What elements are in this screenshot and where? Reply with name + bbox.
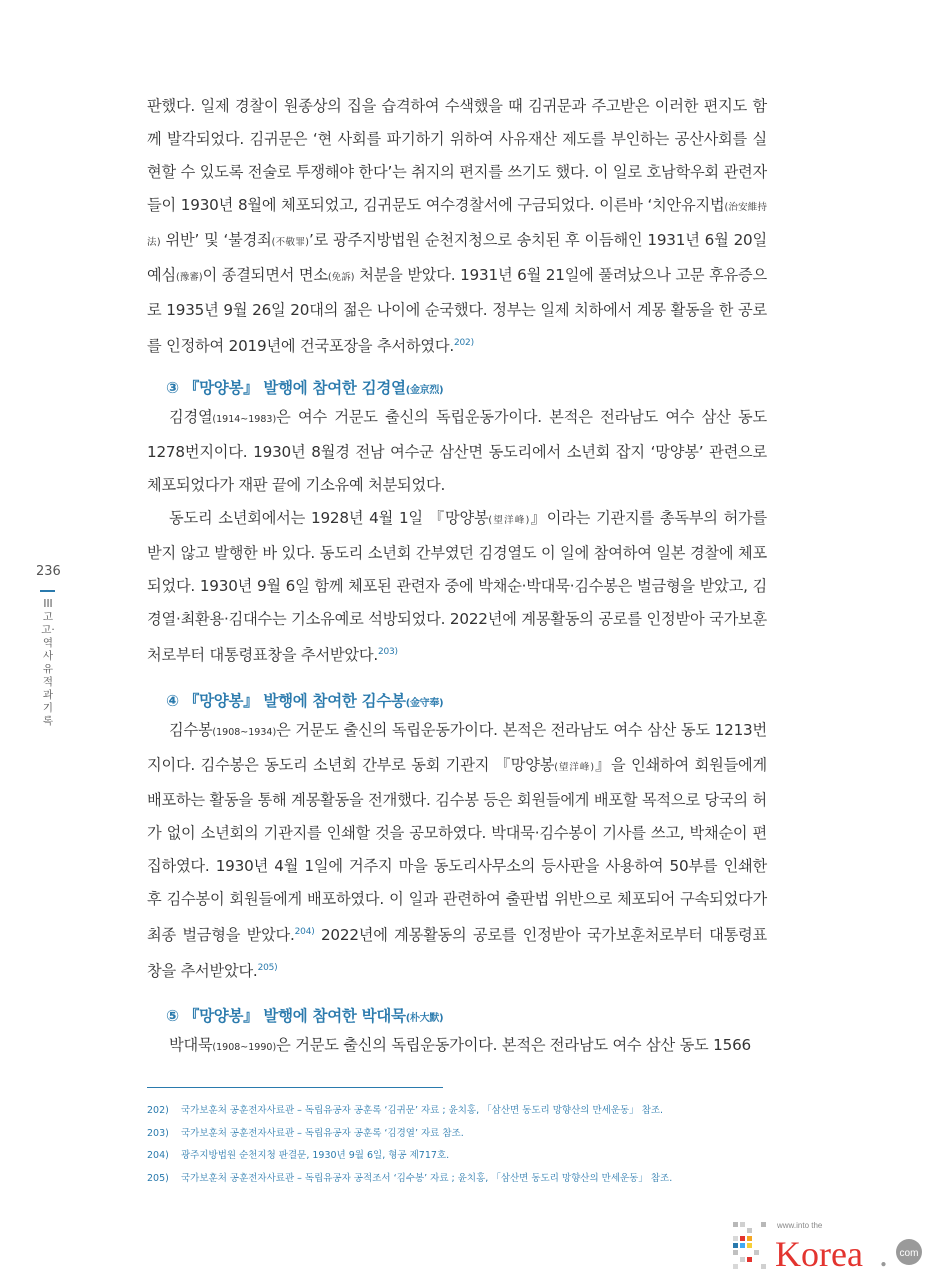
sidebar-divider [40, 590, 55, 592]
logo-com-text: com [899, 1248, 919, 1259]
section-4-body [147, 714, 767, 988]
intro-section [147, 90, 767, 363]
footnote-205: 205) 국가보훈처 공훈전자사료관 – 독립유공자 공적조서 ‘김수봉’ 자료 ; 윤치홍, 「삼산면 동도리 망향산의 만세운동」 참조. [147, 1172, 673, 1184]
logo-korea-text: Korea [775, 1234, 863, 1272]
pixel-mark-icon [733, 1222, 766, 1269]
section-4-paragraph-1: 김수봉(1908~1934)은 거문도 출신의 독립운동가이다. 본적은 전라남도 여수 삼산 동도 1213번지이다. 김수봉은 동도리 소년회 간부로 동회 기관지 『망양봉(望洋峰)』을 인쇄하여 회원들에게 배포하는 활동을 통해 계몽활동을 전개했다. 김수봉 등은 회원들에게 배포할 목적으로 당국의 허가 없이 소년회의 기관지를 인쇄할 것을 공모하였다. 박대묵·김수봉이 기사를 쓰고, 박채순이 편집하였다. 1930년 4월 1일에 거주지 마을 동도리사무소의 등사판을 사용하여 50부를 인쇄한 후 김수봉이 회원들에게 배포하였다. 이 일과 관련하여 출판법 위반으로 체포되어 구속되었다가 최종 벌금형을 받았다.$^{204)}$ 2022년에 계몽활동의 공로를 인정받아 국가보훈처로부터 대통령표창을 추서받았다.$^{205)}$ [147, 721, 767, 980]
footnote-ref-202[interactable]: 202) [454, 338, 474, 348]
footnote-203: 203) 국가보훈처 공훈전자사료관 – 독립유공자 공훈록 ‘김경열’ 자료 참조. [147, 1127, 464, 1139]
section-heading-park-daemuk: ⑤ 『망양봉』 발행에 참여한 박대묵(朴大默) [166, 1007, 444, 1025]
footnote-ref-203[interactable]: 203) [377, 647, 398, 657]
intro-paragraph: 판했다. 일제 경찰이 원종상의 집을 습격하여 수색했을 때 김귀문과 주고받은 이러한 편지도 함께 발각되었다. 김귀문은 ‘현 사회를 파기하기 위하여 사유재산 제도를 부인하는 공산사회를 실현할 수 있도록 전술로 투쟁해야 한다’는 취지의 편지를 쓰기도 했다. 이 일로 호남학우회 관련자들이 1930년 8월에 체포되었고, 김귀문도 여수경찰서에 구금되었다. 이른바 ‘치안유지법(治安維持法) 위반’ 및 ‘불경죄(不敬罪)’로 광주지방법원 순천지청으로 송치된 후 이듬해인 1931년 6월 20일 예심(豫審)이 종결되면서 면소(免訴) 처분을 받았다. 1931년 6월 21일에 풀려났으나 고문 후유증으로 1935년 9월 26일 20대의 젊은 나이에 순국했다. 정부는 일제 치하에서 계몽 활동을 한 공로를 인정하여 2019년에 건국포장을 추서하였다.$^{202)}$ [147, 97, 767, 355]
section-3-body [147, 401, 767, 672]
section-3-paragraph-1: 김경열(1914~1983)은 여수 거문도 출신의 독립운동가이다. 본적은 전라남도 여수 삼산 동도 1278번지이다. 1930년 8월경 전남 여수군 삼산면 동도리에서 소년회 잡지 ‘망양봉’ 관련으로 체포되었다가 재판 끝에 기소유예 처분되었다. [147, 408, 767, 494]
section-5-body [147, 1029, 767, 1064]
logo-dot-text: . [879, 1234, 888, 1272]
footnote-204: 204) 광주지방법원 순천지청 판결문, 1930년 9월 6일, 형공 제717호. [147, 1150, 450, 1161]
section-heading-kim-gyeongyeol: ③ 『망양봉』 발행에 참여한 김경열(金京烈) [166, 379, 444, 397]
intothekorea-logo [731, 1214, 927, 1272]
page-number: 236 [36, 564, 61, 579]
chapter-title: III 고고·역사 유적과 기록 [41, 598, 57, 727]
footnote-divider [147, 1087, 443, 1088]
section-3-paragraph-2: 동도리 소년회에서는 1928년 4월 1일 『망양봉(望洋峰)』이라는 기관지를 총독부의 허가를 받지 않고 발행한 바 있다. 동도리 소년회 간부였던 김경열도 이 일에 참여하여 일본 경찰에 체포되었다. 1930년 9월 6일 함께 체포된 관련자 중에 박채순·박대묵·김수봉은 벌금형을 받았고, 김경열·최환용·김대수는 기소유예로 석방되었다. 2022년에 계몽활동의 공로를 인정받아 국가보훈처로부터 대통령표창을 추서받았다.$^{203)}$ [147, 509, 767, 664]
footnote-ref-204[interactable]: 204) [294, 927, 315, 937]
footnotes [147, 1100, 787, 1190]
footnote-202: 202) 국가보훈처 공훈전자사료관 – 독립유공자 공훈록 ‘김귀문’ 자료 ; 윤치홍, 「삼산면 동도리 망향산의 만세운동」 참조. [147, 1105, 664, 1116]
section-5-paragraph-1: 박대묵(1908~1990)은 거문도 출신의 독립운동가이다. 본적은 전라남도 여수 삼산 동도 1566 [169, 1036, 752, 1054]
section-heading-kim-subong: ④ 『망양봉』 발행에 참여한 김수봉(金守奉) [166, 692, 444, 710]
logo-www-text: www.into the [777, 1221, 823, 1230]
footnote-ref-205[interactable]: 205) [257, 963, 278, 973]
